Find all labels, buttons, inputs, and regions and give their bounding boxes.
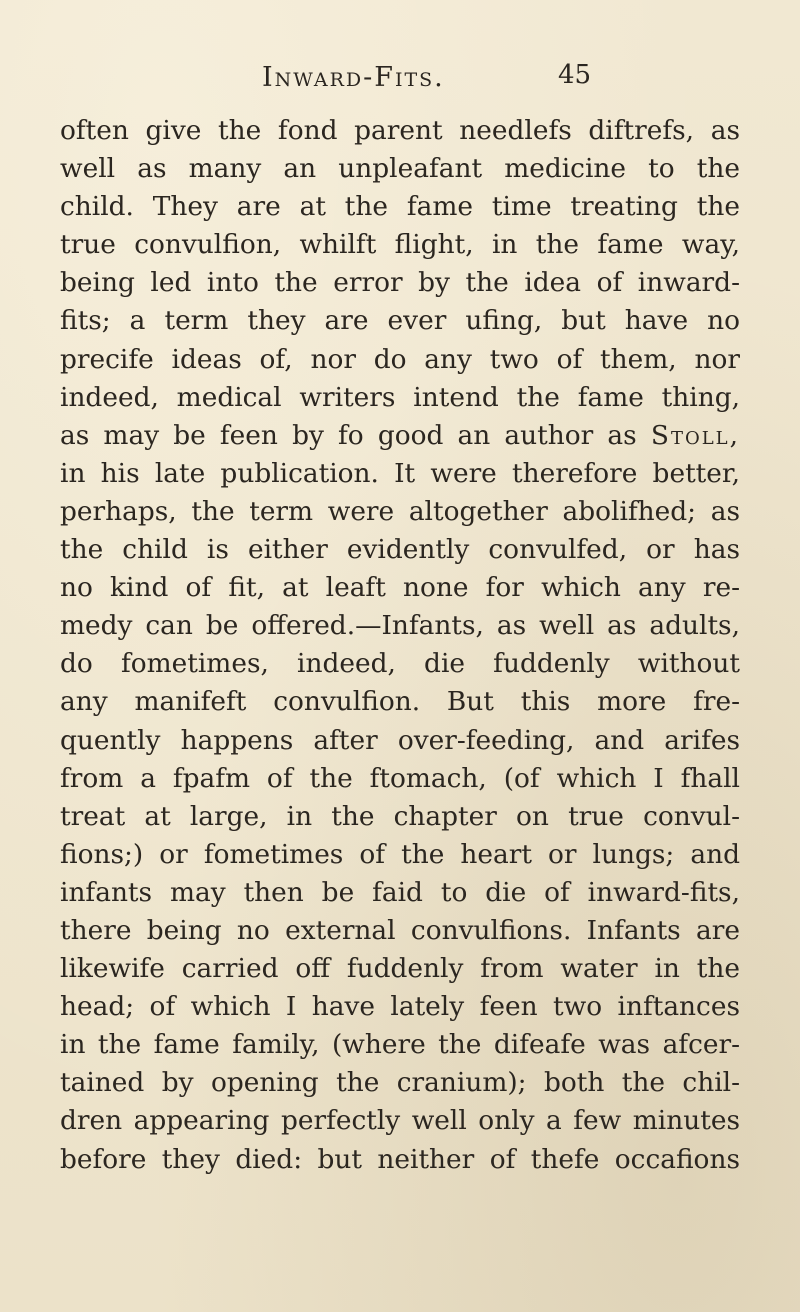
text-line: true convulfion, whilft flight, in the fame way,	[60, 229, 740, 261]
text-line: dren appearing perfectly well only a few minutes	[60, 1105, 740, 1137]
text-line: head; of which I have lately feen two inftances	[60, 991, 740, 1023]
text-line-prefix: as may be feen by fo good an author as	[60, 419, 651, 451]
text-line: often give the fond parent needlefs diftrefs, as	[60, 115, 740, 146]
text-line: no kind of fit, at leaft none for which any re-	[60, 572, 740, 604]
text-line: treat at large, in the chapter on true convul-	[60, 800, 740, 832]
running-head-title: Inward-Fits.	[262, 62, 445, 93]
text-line: child. They are at the fame time treating the	[60, 191, 740, 223]
text-line: fions;) or fometimes of the heart or lungs; and	[60, 838, 740, 870]
page-number: 45	[558, 60, 592, 90]
text-line: medy can be offered.—Infants, as well as adults,	[60, 610, 740, 642]
text-line-with-author	[60, 417, 740, 455]
text-line: likewife carried off fuddenly from water in the	[60, 953, 740, 985]
text-line: well as many an unpleafant medicine to the	[60, 153, 740, 185]
running-head	[0, 60, 800, 100]
text-line: quently happens after over-feeding, and arifes	[60, 724, 740, 756]
text-line: indeed, medical writers intend the fame thing,	[60, 381, 740, 413]
text-line: perhaps, the term were altogether abolifhed; as	[60, 495, 740, 527]
text-line: tained by opening the cranium); both the chil-	[60, 1067, 740, 1099]
text-line: fits; a term they are ever ufing, but have no	[60, 305, 740, 337]
text-line: precife ideas of, nor do any two of them, nor	[60, 343, 740, 375]
text-line: do fometimes, indeed, die fuddenly without	[60, 648, 740, 680]
text-line: from a fpafm of the ftomach, (of which I fhall	[60, 762, 740, 794]
text-line: the child is either evidently convulfed, or has	[60, 534, 740, 566]
text-line: any manifeft convulfion. But this more fre-	[60, 686, 740, 718]
text-line: there being no external convulfions. Infants are	[60, 914, 740, 946]
author-name: Stoll,	[650, 419, 740, 451]
text-line: infants may then be faid to die of inward-fits,	[60, 876, 740, 908]
text-line: being led into the error by the idea of inward-	[60, 267, 740, 299]
body-text	[60, 112, 740, 1179]
text-line: in his late publication. It were therefore better,	[60, 457, 740, 489]
text-line: before they died: but neither of thefe occafions	[60, 1143, 740, 1175]
text-line: in the fame family, (where the difeafe was afcer-	[60, 1029, 740, 1061]
